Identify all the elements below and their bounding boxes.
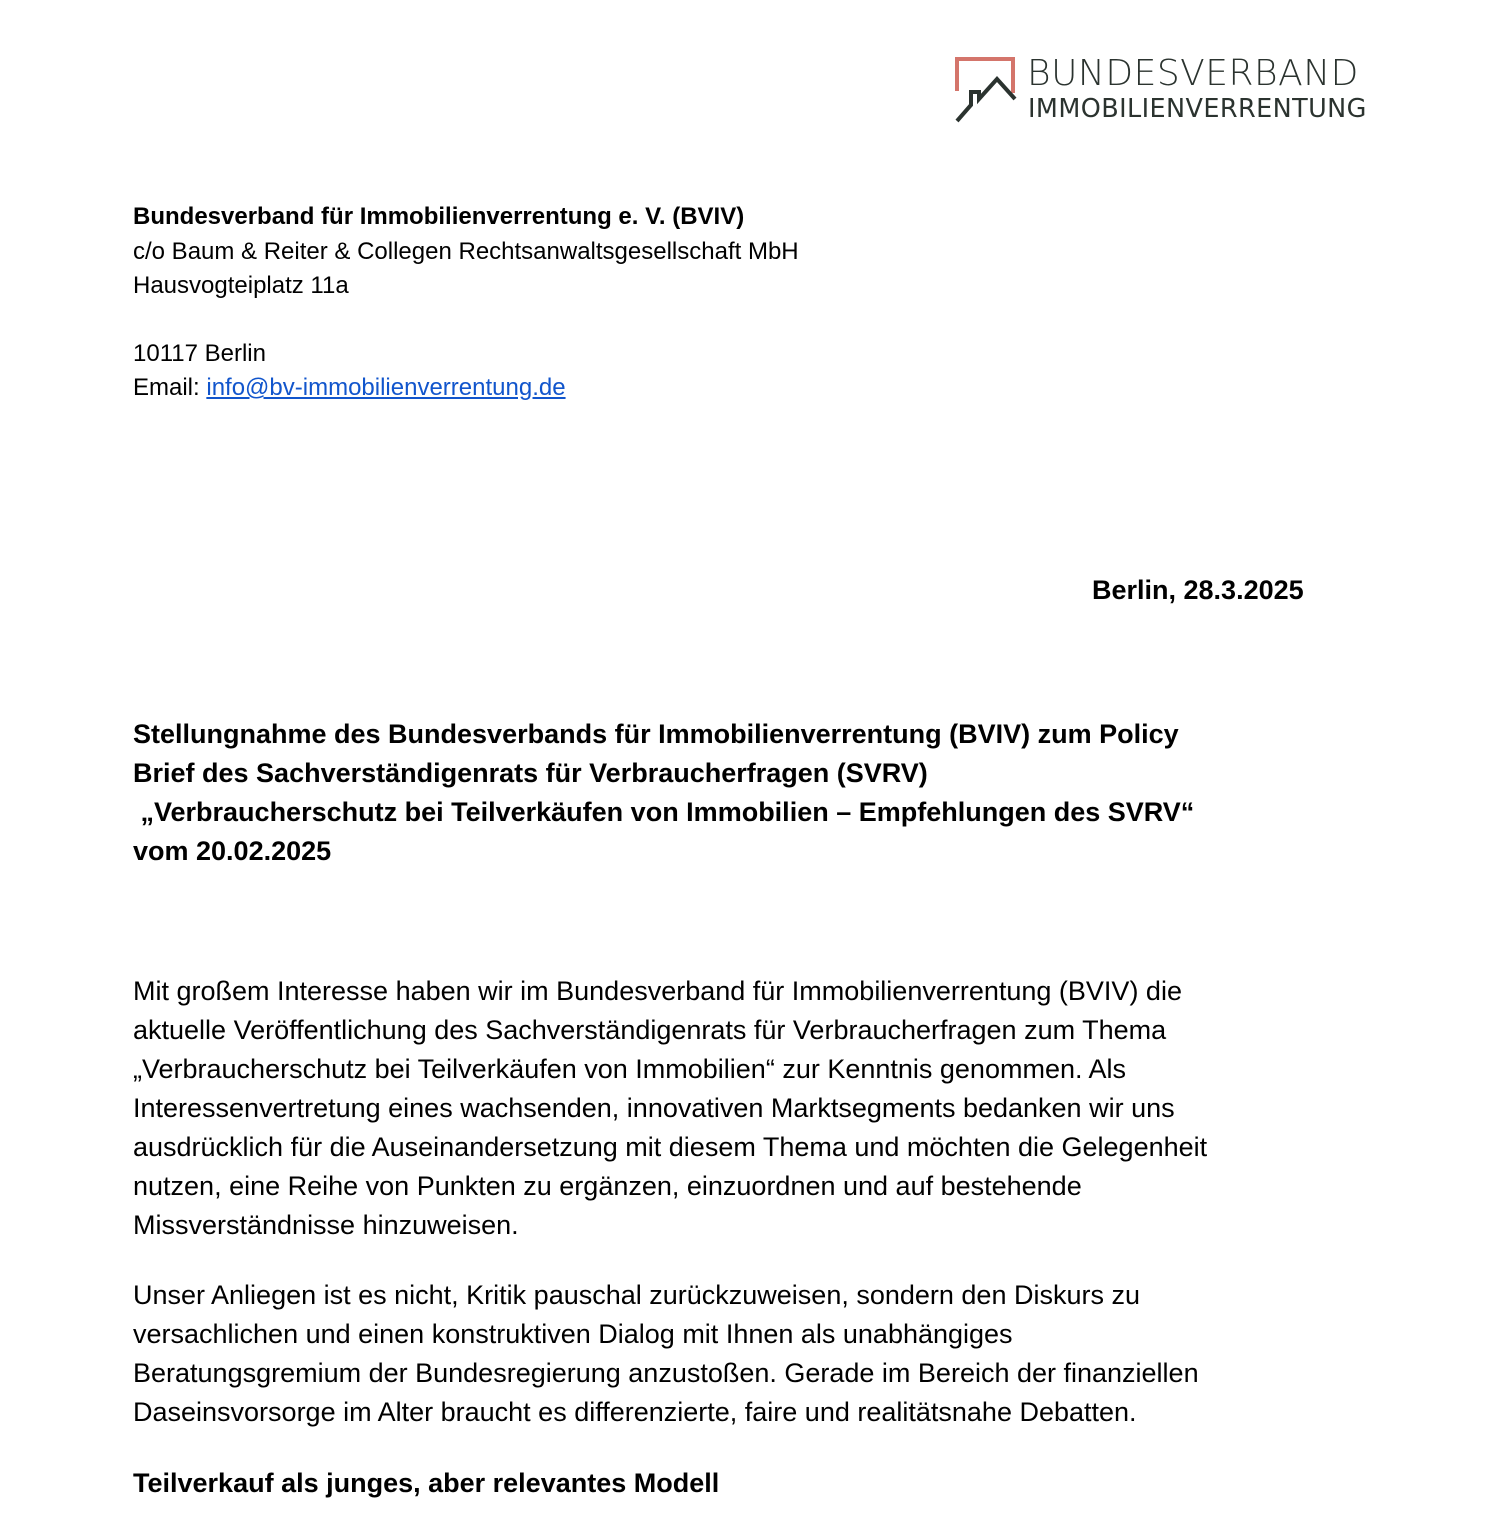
- subject-line: „Verbraucherschutz bei Teilverkäufen von Immobilien – Empfehlungen des SVRV“: [133, 797, 1195, 827]
- text-line: „Verbraucherschutz bei Teilverkäufen von Immobilien“ zur Kenntnis genommen. Als: [133, 1054, 1127, 1084]
- sender-email-line: [133, 371, 799, 406]
- text-line: Unser Anliegen ist es nicht, Kritik pauschal zurückzuweisen, sondern den Diskurs zu: [133, 1280, 1140, 1310]
- sender-city: 10117 Berlin: [133, 339, 266, 367]
- text-line: aktuelle Veröffentlichung des Sachverständigenrats für Verbraucherfragen zum Thema: [133, 1015, 1167, 1045]
- letter-date: Berlin, 28.3.2025: [1092, 575, 1304, 605]
- subject-line: Stellungnahme des Bundesverbands für Immobilienverrentung (BVIV) zum Policy: [133, 719, 1179, 749]
- text-line: nutzen, eine Reihe von Punkten zu ergänzen, einzuordnen und auf bestehende: [133, 1171, 1082, 1201]
- sender-street: Hausvogteiplatz 11a: [133, 272, 349, 299]
- organization-logo: [955, 53, 1367, 127]
- text-line: Daseinsvorsorge im Alter braucht es differenzierte, faire und realitätsnahe Debatten.: [133, 1397, 1137, 1427]
- text-line: ausdrücklich für die Auseinandersetzung mit diesem Thema und möchten die Gelegenheit: [133, 1132, 1208, 1162]
- body-paragraph-2: [133, 1276, 1323, 1432]
- text-line: versachlichen und einen konstruktiven Dialog mit Ihnen als unabhängiges: [133, 1319, 1013, 1349]
- email-link[interactable]: info@bv-immobilienverrentung.de: [206, 374, 566, 401]
- logo-text-line1: BUNDESVERBAND: [1027, 53, 1359, 94]
- sender-care-of: c/o Baum & Reiter & Collegen Rechtsanwaltsgesellschaft MbH: [133, 237, 799, 265]
- house-frame-icon: [955, 57, 1021, 123]
- text-line: Interessenvertretung eines wachsenden, innovativen Marktsegments bedanken wir uns: [133, 1093, 1175, 1123]
- subject-line: vom 20.02.2025: [133, 836, 332, 866]
- subject-heading: [133, 715, 1323, 871]
- body-paragraph-1: [133, 972, 1323, 1245]
- text-line: Missverständnisse hinzuweisen.: [133, 1210, 519, 1240]
- sender-address-block: [133, 200, 799, 406]
- address-spacer: [133, 304, 799, 337]
- section-heading: Teilverkauf als junges, aber relevantes Modell: [133, 1468, 720, 1498]
- text-line: Beratungsgremium der Bundesregierung anzustoßen. Gerade im Bereich der finanziellen: [133, 1358, 1199, 1388]
- sender-name: Bundesverband für Immobilienverrentung e. V. (BVIV): [133, 203, 745, 230]
- text-line: Mit großem Interesse haben wir im Bundesverband für Immobilienverrentung (BVIV) die: [133, 976, 1182, 1006]
- subject-line: Brief des Sachverständigenrats für Verbraucherfragen (SVRV): [133, 758, 928, 788]
- email-label: Email:: [133, 374, 207, 401]
- logo-text-line2: IMMOBILIENVERRENTUNG: [1028, 94, 1367, 124]
